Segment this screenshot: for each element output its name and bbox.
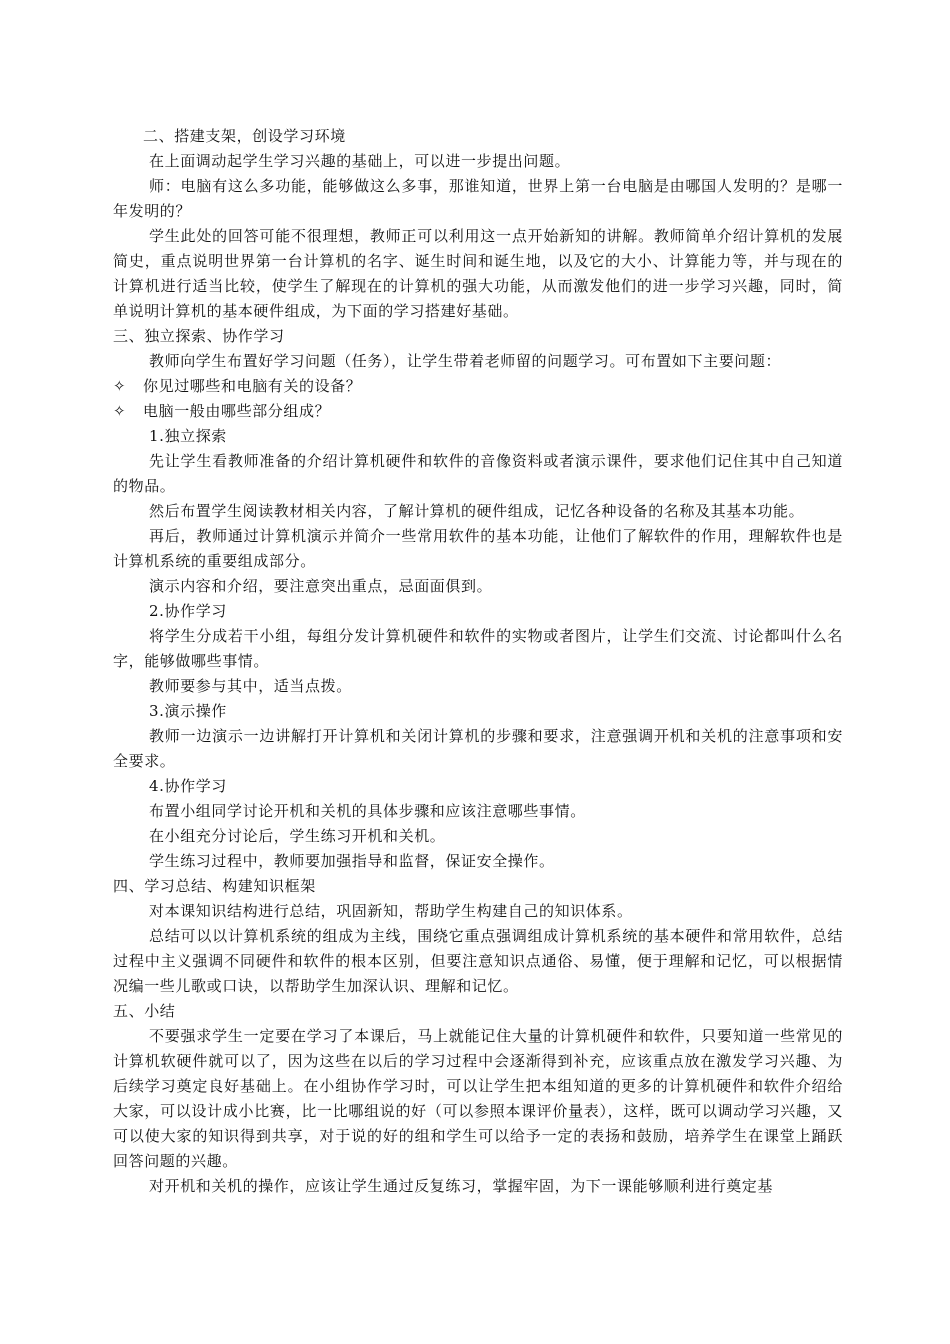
bullet-icon: ✧: [113, 402, 127, 420]
paragraph: 在小组充分讨论后，学生练习开机和关机。: [149, 827, 446, 845]
paragraph: 对本课知识结构进行总结，巩固新知，帮助学生构建自己的知识体系。: [149, 902, 633, 920]
paragraph: 1.独立探索: [149, 427, 227, 445]
document-body: [113, 124, 843, 1199]
section-heading: 四、学习总结、构建知识框架: [113, 877, 316, 895]
paragraph: 先让学生看教师准备的介绍计算机硬件和软件的音像资料或者演示课件，要求他们记住其中自己知道的物品。: [113, 452, 843, 495]
paragraph: 学生此处的回答可能不很理想，教师正可以利用这一点开始新知的讲解。教师简单介绍计算机的发展简史，重点说明世界第一台计算机的名字、诞生时间和诞生地，以及它的大小、计算能力等，并与现在的计算机进行适当比较，使学生了解现在的计算机的强大功能，从而激发他们的进一步学习兴趣，同时，简单说明计算机的基本硬件组成，为下面的学习搭建好基础。: [113, 227, 843, 320]
bullet-item: [113, 374, 843, 399]
paragraph: 4.协作学习: [149, 777, 227, 795]
paragraph: 教师要参与其中，适当点拨。: [149, 677, 352, 695]
paragraph: 然后布置学生阅读教材相关内容，了解计算机的硬件组成，记忆各种设备的名称及其基本功能。: [149, 502, 805, 520]
bullet-icon: ✧: [113, 377, 127, 395]
paragraph: 演示内容和介绍，要注意突出重点，忌面面俱到。: [149, 577, 493, 595]
paragraph: 不要强求学生一定要在学习了本课后，马上就能记住大量的计算机硬件和软件，只要知道一些常见的计算机软硬件就可以了，因为这些在以后的学习过程中会逐渐得到补充，应该重点放在激发学习兴趣、为后续学习奠定良好基础上。在小组协作学习时，可以让学生把本组知道的更多的计算机硬件和软件介绍给大家，可以设计成小比赛，比一比哪组说的好（可以参照本课评价量表），这样，既可以调动学习兴趣，又可以使大家的知识得到共享，对于说的好的组和学生可以给予一定的表扬和鼓励，培养学生在课堂上踊跃回答问题的兴趣。: [113, 1027, 843, 1170]
paragraph: 3.演示操作: [149, 702, 227, 720]
bullet-text: 电脑一般由哪些部分组成？: [143, 402, 331, 420]
paragraph: 教师向学生布置好学习问题（任务），让学生带着老师留的问题学习。可布置如下主要问题：: [149, 352, 782, 370]
paragraph: 对开机和关机的操作，应该让学生通过反复练习，掌握牢固，为下一课能够顺利进行奠定基: [149, 1177, 774, 1195]
paragraph: 教师一边演示一边讲解打开计算机和关闭计算机的步骤和要求，注意强调开机和关机的注意事项和安全要求。: [113, 727, 843, 770]
section-heading: 五、小结: [113, 1002, 176, 1020]
paragraph: 再后，教师通过计算机演示并简介一些常用软件的基本功能，让他们了解软件的作用，理解软件也是计算机系统的重要组成部分。: [113, 527, 843, 570]
section-heading: 三、独立探索、协作学习: [113, 327, 285, 345]
bullet-text: 你见过哪些和电脑有关的设备？: [143, 377, 362, 395]
paragraph: 学生练习过程中，教师要加强指导和监督，保证安全操作。: [149, 852, 555, 870]
bullet-item: [113, 399, 843, 424]
paragraph: 将学生分成若干小组，每组分发计算机硬件和软件的实物或者图片，让学生们交流、讨论都叫什么名字，能够做哪些事情。: [113, 627, 843, 670]
paragraph: 在上面调动起学生学习兴趣的基础上，可以进一步提出问题。: [149, 152, 571, 170]
section-heading: 二、搭建支架，创设学习环境: [143, 127, 346, 145]
paragraph: 总结可以以计算机系统的组成为主线，围绕它重点强调组成计算机系统的基本硬件和常用软件，总结过程中主义强调不同硬件和软件的根本区别，但要注意知识点通俗、易懂，便于理解和记忆，可以根据情况编一些儿歌或口诀，以帮助学生加深认识、理解和记忆。: [113, 927, 843, 995]
paragraph: 2.协作学习: [149, 602, 227, 620]
paragraph: 师：电脑有这么多功能，能够做这么多事，那谁知道，世界上第一台电脑是由哪国人发明的？是哪一年发明的？: [113, 177, 843, 220]
paragraph: 布置小组同学讨论开机和关机的具体步骤和应该注意哪些事情。: [149, 802, 586, 820]
